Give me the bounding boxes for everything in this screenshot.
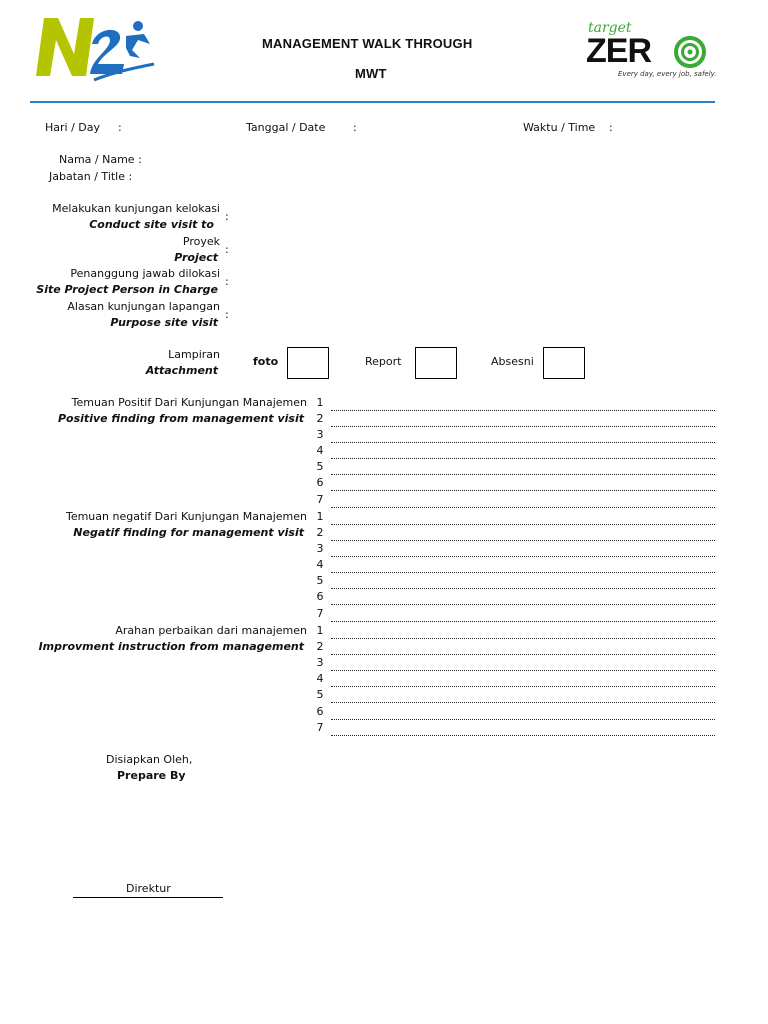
pic-colon: : bbox=[225, 275, 229, 288]
row-number: 6 bbox=[316, 705, 324, 718]
n2-logo bbox=[34, 14, 158, 82]
row-number: 3 bbox=[316, 656, 324, 669]
header-divider bbox=[30, 101, 715, 103]
page-subtitle: MWT bbox=[355, 66, 387, 81]
pic-label-en: Site Project Person in Charge bbox=[36, 283, 218, 296]
entry-line[interactable] bbox=[331, 442, 715, 443]
row-number: 7 bbox=[316, 493, 324, 506]
entry-line[interactable] bbox=[331, 426, 715, 427]
absesni-checkbox[interactable] bbox=[543, 347, 585, 379]
entry-line[interactable] bbox=[331, 604, 715, 605]
date-colon: : bbox=[353, 121, 357, 134]
row-number: 1 bbox=[316, 396, 324, 409]
entry-line[interactable] bbox=[331, 474, 715, 475]
report-label: Report bbox=[365, 355, 402, 368]
entry-line[interactable] bbox=[331, 540, 715, 541]
target-zero-tagline: Every day, every job, safely. bbox=[618, 70, 717, 78]
row-number: 4 bbox=[316, 444, 324, 457]
row-number: 2 bbox=[316, 412, 324, 425]
project-colon: : bbox=[225, 243, 229, 256]
entry-line[interactable] bbox=[331, 572, 715, 573]
entry-line[interactable] bbox=[331, 638, 715, 639]
project-label: Proyek bbox=[182, 235, 220, 248]
row-number: 4 bbox=[316, 672, 324, 685]
day-colon: : bbox=[118, 121, 122, 134]
row-number: 6 bbox=[316, 590, 324, 603]
entry-line[interactable] bbox=[331, 735, 715, 736]
target-zero-main: ZER bbox=[586, 32, 651, 70]
entry-line[interactable] bbox=[331, 490, 715, 491]
entry-line[interactable] bbox=[331, 654, 715, 655]
visit-location-colon: : bbox=[225, 210, 229, 223]
section-label: Temuan negatif Dari Kunjungan Manajemen bbox=[65, 510, 307, 523]
foto-checkbox[interactable] bbox=[287, 347, 329, 379]
day-label: Hari / Day bbox=[45, 121, 101, 134]
project-label-en: Project bbox=[174, 251, 218, 264]
purpose-label-en: Purpose site visit bbox=[110, 316, 218, 329]
entry-line[interactable] bbox=[331, 686, 715, 687]
section-label-en: Negatif finding for management visit bbox=[73, 526, 304, 539]
row-number: 5 bbox=[316, 574, 324, 587]
row-number: 4 bbox=[316, 558, 324, 571]
section-label-en: Improvment instruction from management bbox=[38, 640, 304, 653]
attachment-label: Lampiran bbox=[168, 348, 220, 361]
entry-line[interactable] bbox=[331, 588, 715, 589]
section-label: Temuan Positif Dari Kunjungan Manajemen bbox=[71, 396, 307, 409]
entry-line[interactable] bbox=[331, 719, 715, 720]
visit-location-label: Melakukan kunjungan kelokasi bbox=[52, 202, 220, 215]
row-number: 3 bbox=[316, 542, 324, 555]
purpose-label: Alasan kunjungan lapangan bbox=[67, 300, 220, 313]
visit-location-label-en: Conduct site visit to bbox=[89, 218, 214, 231]
pic-label: Penanggung jawab dilokasi bbox=[70, 267, 220, 280]
entry-line[interactable] bbox=[331, 556, 715, 557]
purpose-colon: : bbox=[225, 308, 229, 321]
entry-line[interactable] bbox=[331, 670, 715, 671]
entry-line[interactable] bbox=[331, 524, 715, 525]
signature-line[interactable] bbox=[73, 897, 223, 898]
jobtitle-label: Jabatan / Title : bbox=[49, 170, 133, 183]
date-label: Tanggal / Date bbox=[246, 121, 326, 134]
entry-line[interactable] bbox=[331, 702, 715, 703]
page-title: MANAGEMENT WALK THROUGH bbox=[262, 36, 473, 51]
section-label: Arahan perbaikan dari manajemen bbox=[115, 624, 307, 637]
row-number: 2 bbox=[316, 526, 324, 539]
name-label: Nama / Name : bbox=[59, 153, 142, 166]
entry-line[interactable] bbox=[331, 621, 715, 622]
row-number: 5 bbox=[316, 688, 324, 701]
prepared-by-label-en: Prepare By bbox=[117, 769, 186, 782]
row-number: 1 bbox=[316, 510, 324, 523]
foto-label: foto bbox=[253, 355, 279, 368]
attachment-label-en: Attachment bbox=[145, 364, 218, 377]
signatory-role: Direktur bbox=[126, 882, 171, 895]
row-number: 7 bbox=[316, 607, 324, 620]
row-number: 2 bbox=[316, 640, 324, 653]
report-checkbox[interactable] bbox=[415, 347, 457, 379]
row-number: 5 bbox=[316, 460, 324, 473]
row-number: 1 bbox=[316, 624, 324, 637]
absesni-label: Absesni bbox=[491, 355, 534, 368]
time-label: Waktu / Time bbox=[523, 121, 596, 134]
entry-line[interactable] bbox=[331, 458, 715, 459]
prepared-by-label: Disiapkan Oleh, bbox=[106, 753, 193, 766]
time-colon: : bbox=[609, 121, 613, 134]
target-zero-ring-icon bbox=[674, 36, 706, 68]
section-label-en: Positive finding from management visit bbox=[58, 412, 304, 425]
row-number: 3 bbox=[316, 428, 324, 441]
row-number: 7 bbox=[316, 721, 324, 734]
target-zero-logo bbox=[586, 20, 716, 82]
target-zero-top: target bbox=[588, 20, 632, 36]
entry-line[interactable] bbox=[331, 507, 715, 508]
entry-line[interactable] bbox=[331, 410, 715, 411]
row-number: 6 bbox=[316, 476, 324, 489]
